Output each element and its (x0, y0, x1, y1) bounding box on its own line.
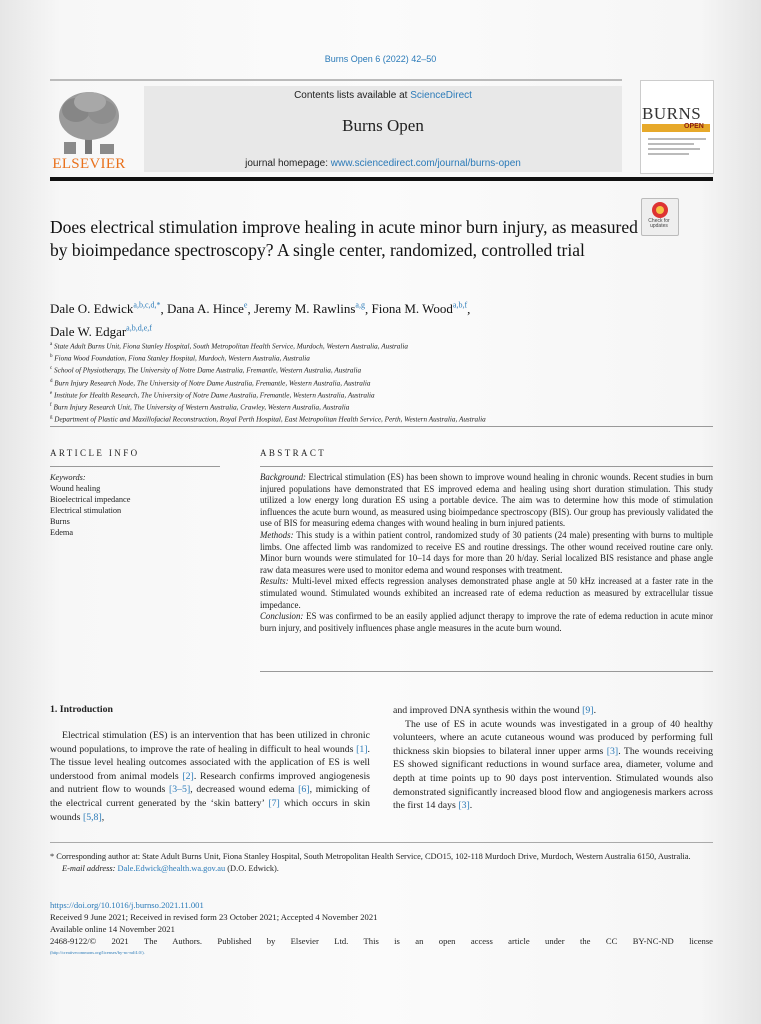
author[interactable]: Dana A. Hince$^e$ (167, 301, 248, 317)
corresponding-author: * Corresponding author at: State Adult Burns Unit, Fiona Stanley Hospital, South Metropolitan Health Service, CDO15, 102-118 Murdoch Drive, Murdoch, Western Australia 6150, Australia. (50, 852, 691, 861)
doi-link[interactable]: https://doi.org/10.1016/j.burnso.2021.11.001 (50, 900, 204, 910)
abstract-paragraph: Results: Multi-level mixed effects regression analyses demonstrated phase angle at 50 kHz increased at a faster rate in the stimulated wound. Stimulated wounds exhibited an increased rate of edema reduction as measured by extracellular tissue impedance. (260, 576, 713, 610)
footnote-rule (50, 842, 713, 843)
cover-subtitle: OPEN (684, 123, 704, 130)
keyword: Electrical stimulation (50, 506, 122, 515)
citation-link[interactable]: [3] (458, 800, 470, 812)
contents-prefix: Contents lists available at (294, 90, 411, 101)
email-line: E-mail address: Dale.Edwick@health.wa.gov.au (D.O. Edwick). (62, 864, 279, 873)
keyword: Wound healing (50, 484, 101, 493)
body-column-left (50, 729, 370, 824)
journal-name: Burns Open (342, 116, 424, 135)
contents-line (144, 90, 622, 101)
keywords-label: Keywords: (50, 473, 86, 482)
received-dates: Received 9 June 2021; Received in revised form 23 October 2021; Accepted 4 November 2021 (50, 912, 378, 922)
citation-link[interactable]: [5,8] (82, 811, 102, 823)
body-paragraph: and improved DNA synthesis within the wound [9]. (393, 705, 597, 716)
article-info-heading: ARTICLE INFO (50, 448, 140, 458)
abstract-rule (260, 466, 713, 467)
section-rule (50, 426, 713, 427)
citation-link[interactable]: [3] (606, 745, 619, 757)
publication-info (50, 899, 713, 959)
author-list: Dale O. Edwick$^{a,b,c,d,*}$, Dana A. Hince$^e$, Jeremy M. Rawlins$^{a,g}$, Fiona M. Wood$^{a,b,f}$, Dale W. Edgar$^{a,b,d,e,f}$ (50, 301, 471, 339)
body-paragraph: Electrical stimulation (ES) is an intervention that has been utilized in chronic wound populations, to improve the rate of healing in difficult to heal wounds [1]. The tissue level healing outcomes associated with the application of ES is well understood from animal models [2]. Research confirms improved angiogenesis and nutrient flow to wounds [3–5], decreased wound edema [6], mimicking of the electrical current generated by the ‘skin battery’ [7] which occurs in skin wounds [5,8], (50, 730, 370, 823)
abstract-paragraph: Conclusion: ES was confirmed to be an easily applied adjunct therapy to improve the rate of edema reduction in acute minor burn injury, and positively influences phase angle measures in the acute burn wound. (260, 611, 713, 633)
citation-link[interactable]: [6] (298, 784, 310, 796)
affiliation: $^g$ Department of Plastic and Maxillofacial Reconstruction, Royal Perth Hospital, East Metropolitan Health Service, Perth, Western Australia, Australia (50, 415, 486, 424)
body-column-right (393, 704, 713, 813)
abstract-paragraph: Methods: This study is a within patient control, randomized study of 30 patients (24 male) presenting with burns to multiple limbs. One affected limb was randomized to receive ES and routine dressings. The other wound received routine care only. Minor burn wounds were stimulated for 10–14 days for more than 20 h/day. Serial localized BIS resistance and phase angle raw data measures were used to monitor edema and wound responses with treatment. (260, 529, 713, 575)
homepage-line (144, 158, 622, 169)
citation-link[interactable]: [3–5] (168, 784, 191, 796)
citation-link[interactable]: [9] (582, 705, 594, 716)
article-title: Does electrical stimulation improve healing in acute minor burn injury, as measured by bioimpedance spectroscopy? A single center, randomized, controlled trial (50, 217, 638, 260)
citation-link[interactable]: [1] (356, 743, 368, 755)
author[interactable]: Dale O. Edwick$^{a,b,c,d,*}$ (50, 301, 161, 317)
email-label: E-mail address: (62, 864, 118, 873)
author[interactable]: Dale W. Edgar$^{a,b,d,e,f}$ (50, 323, 152, 339)
homepage-prefix: journal homepage: (245, 158, 331, 169)
masthead-rule (50, 177, 713, 181)
check-updates-label: Check for updates (648, 218, 670, 229)
introduction-heading: 1. Introduction (50, 704, 113, 715)
affiliation: $^a$ State Adult Burns Unit, Fiona Stanley Hospital, South Metropolitan Health Service, Murdoch, Western Australia, Australia (50, 342, 408, 351)
online-date: Available online 14 November 2021 (50, 924, 175, 934)
cover-title: BURNS (642, 104, 702, 123)
citation-link[interactable]: [7] (268, 797, 280, 809)
check-for-updates-button[interactable] (641, 198, 679, 236)
email-link[interactable]: Dale.Edwick@health.wa.gov.au (117, 864, 226, 873)
homepage-link[interactable]: www.sciencedirect.com/journal/burns-open (330, 158, 521, 169)
author[interactable]: Fiona M. Wood$^{a,b,f}$ (371, 301, 468, 317)
header-rule (50, 79, 622, 81)
affiliation: $^e$ Institute for Health Research, The University of Notre Dame Australia, Fremantle, Western Australia, Australia (50, 390, 375, 400)
sciencedirect-link[interactable]: ScienceDirect (410, 90, 472, 101)
cover-text-lines (648, 138, 706, 158)
check-updates-icon (642, 199, 678, 219)
keyword: Burns (50, 517, 70, 526)
affiliation: $^b$ Fiona Wood Foundation, Fiona Stanley Hospital, Murdoch, Western Australia, Australia (50, 354, 310, 363)
body-paragraph: The use of ES in acute wounds was investigated in a group of 40 healthy volunteers, where an acute cutaneous wound was produced by performing full thickness skin biopsies to bilateral inner upper arms [3]. The wounds receiving ES showed significant reductions in wound surface area, diameter, volume and depth at time points up to 90 days post intervention. Stimulated wounds also demonstrated significantly increased blood flow and angiogenesis markers across the first 14 days [3]. (393, 718, 713, 812)
keyword: Bioelectrical impedance (50, 495, 131, 504)
affiliations (50, 340, 730, 425)
affiliation: $^d$ Burn Injury Research Node, The University of Notre Dame Australia, Fremantle, Western Australia, Australia (50, 378, 371, 387)
journal-citation[interactable]: Burns Open 6 (2022) 42–50 (324, 54, 437, 64)
article-info-rule (50, 466, 220, 467)
abstract-paragraph: Background: Electrical stimulation (ES) has been shown to improve wound healing in chronic wounds. Recent studies in burn injured populations have demonstrated that ES improved edema and healing using short duration stimulation. This study utilized a low energy long duration ES using a portable device. The aim was to determine how this mode of stimulation influences the acute burn wound, as measured using bioimpedance spectroscopy (BIS). Our group has previously validated the use of BIS for measuring edema changes with wound healing in burn injured patients. (260, 472, 713, 529)
copyright-line: 2468-9122/© 2021 The Authors. Published by Elsevier Ltd. This is an open access article under the CC BY-NC-ND license (50, 936, 713, 946)
license-link[interactable]: (http://creativecommons.org/licenses/by-nc-nd/4.0/). (50, 950, 145, 955)
citation-link[interactable]: [2] (182, 770, 194, 782)
affiliation: $^f$ Burn Injury Research Unit, The University of Western Australia, Crawley, Western Australia, Australia (50, 402, 350, 412)
keywords-block (50, 472, 230, 538)
abstract-heading: ABSTRACT (260, 448, 327, 458)
abstract-end-rule (260, 671, 713, 672)
abstract-body (260, 472, 713, 634)
affiliation: $^c$ School of Physiotherapy, The University of Notre Dame Australia, Fremantle, Western Australia, Australia (50, 366, 362, 375)
keyword: Edema (50, 528, 74, 537)
elsevier-wordmark: ELSEVIER (52, 156, 126, 172)
corresponding-author-note (50, 851, 713, 875)
author[interactable]: Jeremy M. Rawlins$^{a,g}$ (253, 301, 365, 317)
